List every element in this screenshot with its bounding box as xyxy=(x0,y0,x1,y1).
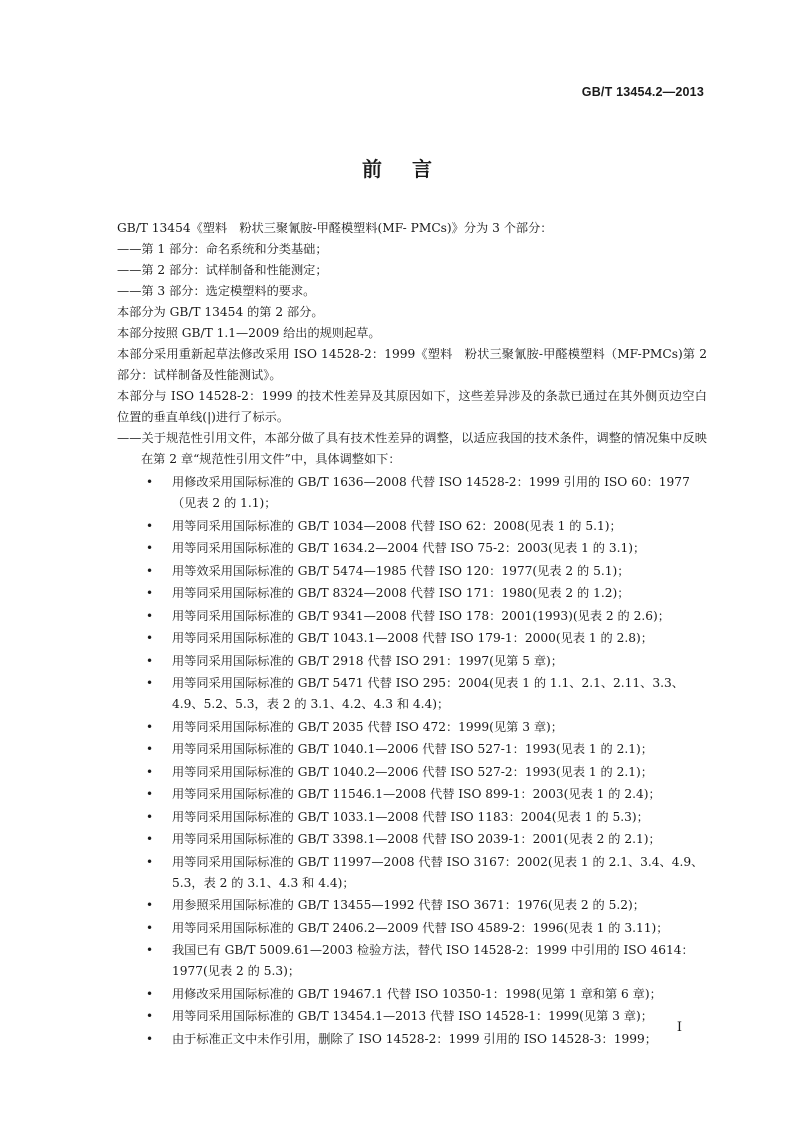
list-item xyxy=(117,673,707,715)
paragraph-adoption: 本部分采用重新起草法修改采用 ISO 14528-2：1999《塑料 粉状三聚氰胺-甲醛模塑料（MF-PMCs)第 2 部分：试样制备及性能测试》。 xyxy=(117,347,707,382)
bullet-icon: • xyxy=(146,742,154,756)
bullet-icon: • xyxy=(146,1031,154,1046)
list-item-text: 用等同采用国际标准的 GB/T 1033.1—2008 代替 ISO 1183：2004(见表 1 的 5.3)； xyxy=(172,809,649,824)
list-item xyxy=(117,940,707,982)
list-item-text: 用等同采用国际标准的 GB/T 9341—2008 代替 ISO 178：2001(1993)(见表 2 的 2.6)； xyxy=(172,608,670,623)
list-item-text: 用修改采用国际标准的 GB/T 19467.1 代替 ISO 10350-1：1998(见第 1 章和第 6 章)； xyxy=(172,986,662,1001)
list-item xyxy=(117,762,707,783)
list-item xyxy=(117,1029,707,1050)
list-item-text: 用等同采用国际标准的 GB/T 11546.1—2008 代替 ISO 899-1：2003(见表 1 的 2.4)； xyxy=(172,787,661,801)
list-item xyxy=(117,829,707,850)
bullet-icon: • xyxy=(146,764,154,779)
list-item xyxy=(117,807,707,828)
bullet-icon: • xyxy=(146,920,154,935)
part-2-item: ——第 2 部分：试样制备和性能测定； xyxy=(117,263,328,277)
paragraph-drafting-rules: 本部分按照 GB/T 1.1—2009 给出的规则起草。 xyxy=(117,326,381,340)
bullet-icon: • xyxy=(146,475,154,489)
bullet-icon: • xyxy=(146,809,154,824)
list-item xyxy=(117,717,707,738)
part-1-item: ——第 1 部分：命名系统和分类基础； xyxy=(117,242,328,256)
list-item-text: 用等同采用国际标准的 GB/T 1043.1—2008 代替 ISO 179-1：2000(见表 1 的 2.8)； xyxy=(172,631,653,645)
bullet-icon: • xyxy=(146,832,154,846)
list-item xyxy=(117,472,707,514)
list-item xyxy=(117,918,707,939)
paragraph-part-statement: 本部分为 GB/T 13454 的第 2 部分。 xyxy=(117,305,324,319)
list-item xyxy=(117,739,707,760)
list-item-text: 用等同采用国际标准的 GB/T 8324—2008 代替 ISO 171：1980(见表 2 的 1.2)； xyxy=(172,586,630,600)
bullet-icon: • xyxy=(146,586,154,600)
list-item xyxy=(117,1006,707,1027)
list-item xyxy=(117,784,707,805)
list-item xyxy=(117,651,707,672)
list-item-text: 用等同采用国际标准的 GB/T 2035 代替 ISO 472：1999(见第 3 章)； xyxy=(172,719,563,734)
bullet-icon: • xyxy=(146,986,154,1001)
list-item xyxy=(117,583,707,604)
list-item-text: 用等同采用国际标准的 GB/T 1040.1—2006 代替 ISO 527-1：1993(见表 1 的 2.1)； xyxy=(172,742,653,756)
standard-code: GB/T 13454.2—2013 xyxy=(581,85,704,99)
normative-references-item: ——关于规范性引用文件，本部分做了具有技术性差异的调整，以适应我国的技术条件，调整的情况集中反映在第 2 章“规范性引用文件”中，具体调整如下： xyxy=(117,431,707,466)
bullet-icon: • xyxy=(146,787,154,801)
bullet-icon: • xyxy=(146,1009,154,1023)
list-item xyxy=(117,984,707,1005)
list-item-text: 用等同采用国际标准的 GB/T 2918 代替 ISO 291：1997(见第 5 章)； xyxy=(172,653,563,668)
list-item-text: 用等效采用国际标准的 GB/T 5474—1985 代替 ISO 120：1977(见表 2 的 5.1)； xyxy=(172,563,630,578)
paragraph-intro: GB/T 13454《塑料 粉状三聚氰胺-甲醛模塑料(MF- PMCs)》分为 3 个部分： xyxy=(117,221,553,235)
list-item-text: 我国已有 GB/T 5009.61—2003 检验方法，替代 ISO 14528-2：1999 中引用的 ISO 4614：1977(见表 2 的 5.3)； xyxy=(172,943,694,978)
list-item xyxy=(117,561,707,582)
list-item-text: 用等同采用国际标准的 GB/T 2406.2—2009 代替 ISO 4589-2：1996(见表 1 的 3.11)； xyxy=(172,920,669,935)
bullet-icon: • xyxy=(146,563,154,578)
paragraph-differences: 本部分与 ISO 14528-2：1999 的技术性差异及其原因如下，这些差异涉及的条款已通过在其外侧页边空白位置的垂直单线(|)进行了标示。 xyxy=(117,389,707,424)
list-item xyxy=(117,606,707,627)
page-title: 前言 xyxy=(362,157,462,181)
list-item-text: 用等同采用国际标准的 GB/T 3398.1—2008 代替 ISO 2039-1：2001(见表 2 的 2.1)； xyxy=(172,832,661,846)
list-item-text: 用等同采用国际标准的 GB/T 1040.2—2006 代替 ISO 527-2：1993(见表 1 的 2.1)； xyxy=(172,764,653,779)
list-item-text: 用等同采用国际标准的 GB/T 11997—2008 代替 ISO 3167：2002(见表 1 的 2.1、3.4、4.9、5.3，表 2 的 3.1、4.3 和 4.4)； xyxy=(172,854,704,890)
list-item-text: 用等同采用国际标准的 GB/T 5471 代替 ISO 295：2004(见表 1 的 1.1、2.1、2.11、3.3、4.9、5.2、5.3，表 2 的 3.1、4.2、4.3 和 4.4)； xyxy=(172,676,684,711)
part-3-item: ——第 3 部分：选定模塑料的要求。 xyxy=(117,284,316,298)
bullet-icon: • xyxy=(146,676,154,690)
list-item xyxy=(117,852,707,894)
bullet-icon: • xyxy=(146,631,154,645)
page-number: I xyxy=(676,1020,682,1035)
bullet-icon: • xyxy=(146,541,154,555)
bullet-icon: • xyxy=(146,518,154,533)
bullet-icon: • xyxy=(146,898,154,912)
list-item xyxy=(117,516,707,537)
foreword-body xyxy=(117,218,707,1051)
list-item-text: 由于标准正文中未作引用，删除了 ISO 14528-2：1999 引用的 ISO 14528-3：1999； xyxy=(172,1031,657,1046)
list-item-text: 用等同采用国际标准的 GB/T 1034—2008 代替 ISO 62：2008(见表 1 的 5.1)； xyxy=(172,518,622,533)
bullet-icon: • xyxy=(146,854,154,869)
list-item xyxy=(117,628,707,649)
bullet-icon: • xyxy=(146,719,154,734)
list-item-text: 用等同采用国际标准的 GB/T 13454.1—2013 代替 ISO 14528-1：1999(见第 3 章)； xyxy=(172,1009,653,1023)
list-item xyxy=(117,538,707,559)
list-item-text: 用修改采用国际标准的 GB/T 1636—2008 代替 ISO 14528-2：1999 引用的 ISO 60：1977（见表 2 的 1.1)； xyxy=(172,475,690,510)
list-item-text: 用等同采用国际标准的 GB/T 1634.2—2004 代替 ISO 75-2：2003(见表 1 的 3.1)； xyxy=(172,541,646,555)
list-item-text: 用参照采用国际标准的 GB/T 13455—1992 代替 ISO 3671：1976(见表 2 的 5.2)； xyxy=(172,898,645,912)
reference-adjustment-list xyxy=(117,472,707,1050)
list-item xyxy=(117,895,707,916)
bullet-icon: • xyxy=(146,653,154,668)
bullet-icon: • xyxy=(146,608,154,623)
bullet-icon: • xyxy=(146,943,154,957)
